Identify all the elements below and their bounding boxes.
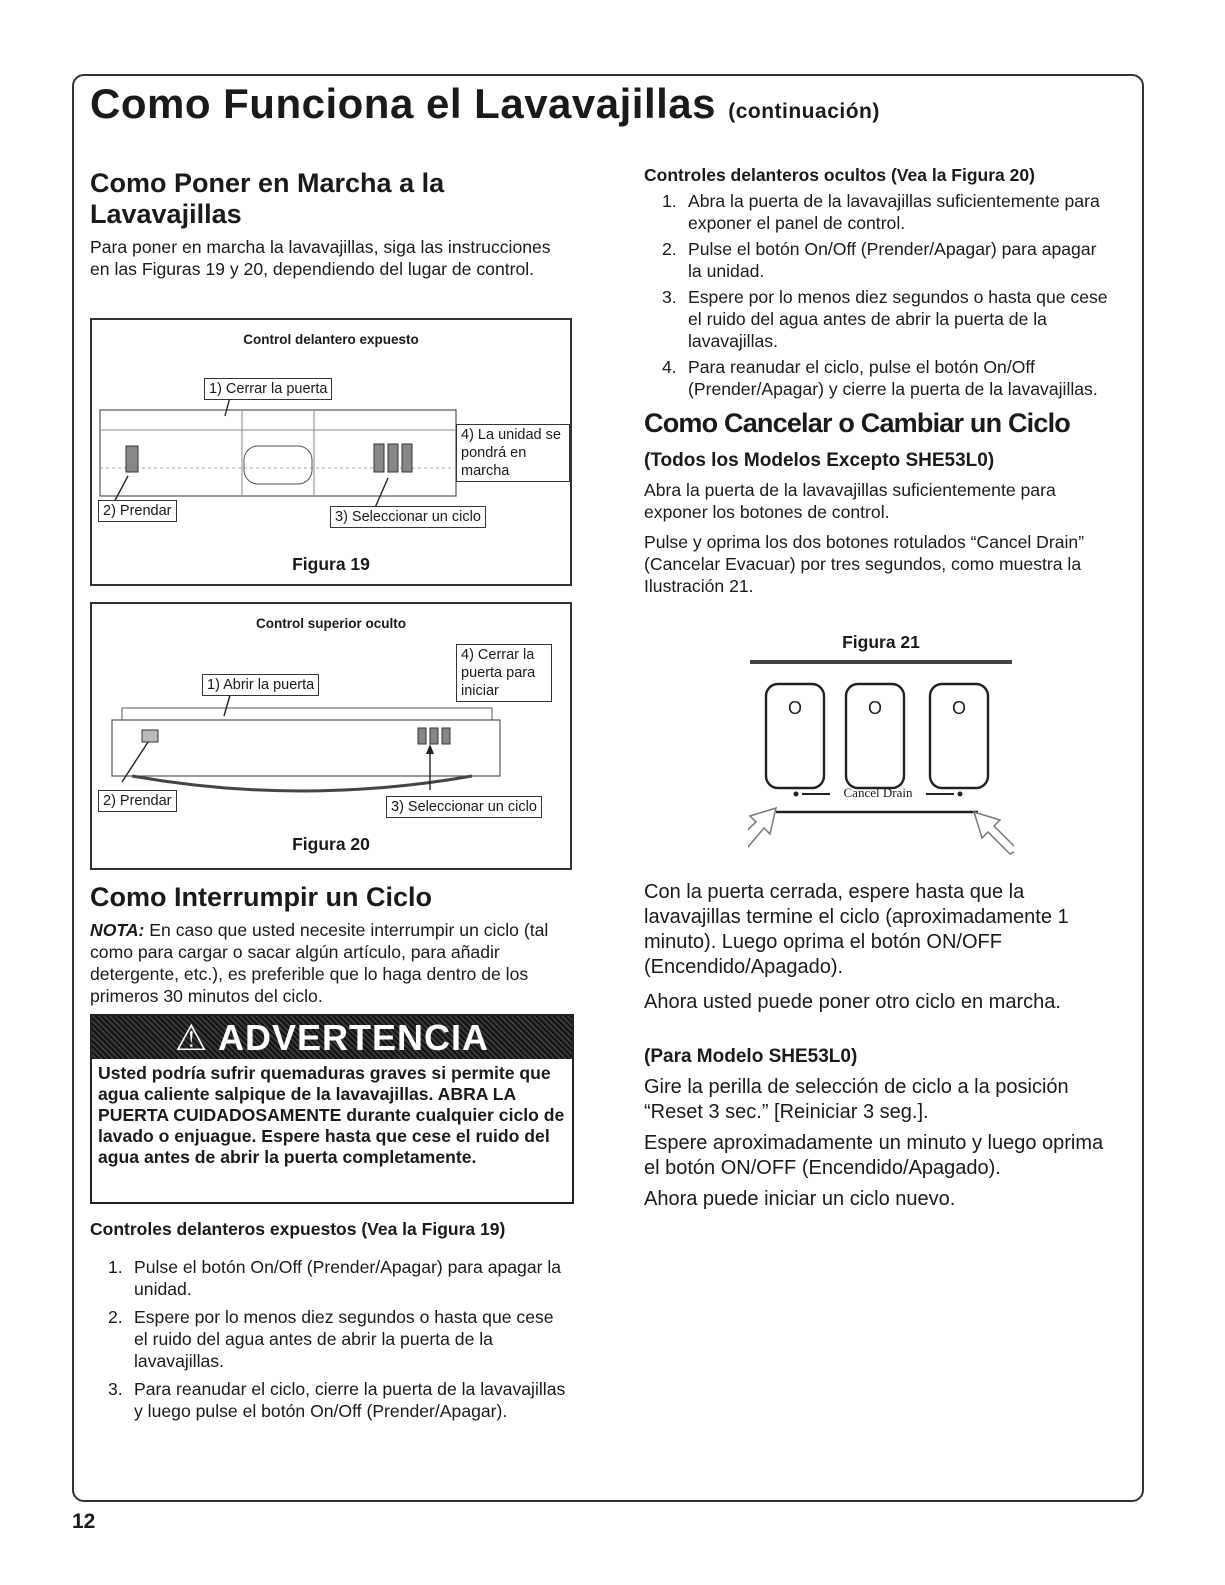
after-p2: Ahora usted puede poner otro ciclo en marcha.	[644, 991, 1061, 1013]
fig21-button-left-label: O	[787, 698, 802, 718]
after-section	[644, 880, 1120, 1212]
fig20-callout-2: 2) Prendar	[98, 790, 177, 812]
all-models-heading: (Todos los Modelos Excepto SHE53L0)	[644, 450, 995, 471]
fig19-header: Control delantero expuesto	[243, 332, 419, 347]
right-column	[644, 164, 1114, 597]
model-heading: (Para Modelo SHE53L0)	[644, 1046, 858, 1067]
page-title: Como Funciona el Lavavajillas (continuación)	[90, 80, 880, 127]
list-item: 2. Espere por lo menos diez segundos o hasta que cese el ruido del agua antes de abrir la puerta de la lavavajillas.	[108, 1307, 554, 1371]
fig20-caption: Figura 20	[292, 834, 370, 854]
hidden-steps	[644, 190, 1114, 400]
all-models-p1: Abra la puerta de la lavavajillas suficientemente para exponer los botones de control.	[644, 480, 1056, 522]
list-item: 2. Pulse el botón On/Off (Prender/Apagar) para apagar la unidad.	[662, 239, 1097, 281]
all-models-p2: Pulse y oprima los dos botones rotulados “Cancel Drain” (Cancelar Evacuar) por tres segundos, como muestra la Ilustración 21.	[644, 532, 1085, 596]
model-p3: Ahora puede iniciar un ciclo nuevo.	[644, 1188, 956, 1210]
hidden-heading: Controles delanteros ocultos (Vea la Figura 20)	[644, 165, 1035, 185]
warning-title: ADVERTENCIA	[217, 1017, 489, 1058]
warning-header	[92, 1016, 572, 1059]
after-p1: Con la puerta cerrada, espere hasta que la lavavajillas termine el ciclo (aproximadamente 1 minuto). Luego oprima el botón ON/OFF (Encendido/Apagado).	[644, 881, 1069, 978]
cancel-heading: Como Cancelar o Cambiar un Ciclo	[644, 408, 1070, 438]
page-number: 12	[72, 1510, 96, 1533]
fig19-callout-4: 4) La unidad se pondrá en marcha	[456, 424, 570, 482]
interrupt-heading: Como Interrumpir un Ciclo	[90, 882, 433, 912]
warning-text: Usted podría sufrir quemaduras graves si permite que agua caliente salpique de la lavavajillas. ABRA LA PUERTA CUIDADOSAMENTE durante cualquier ciclo de lavado o enjuague. Espere hasta que cese el ruido del agua antes de abrir la puerta completamente.	[98, 1063, 565, 1167]
title-suffix: (continuación)	[728, 100, 880, 123]
warning-icon: ⚠	[175, 1017, 209, 1058]
exposed-heading: Controles delanteros expuestos (Vea la Figura 19)	[90, 1219, 506, 1239]
warning-box	[90, 1014, 574, 1204]
fig21-button-right-label: O	[951, 698, 966, 718]
fig19-caption: Figura 19	[292, 554, 370, 574]
fig19-callout-1: 1) Cerrar la puerta	[204, 378, 332, 400]
list-item: 3. Para reanudar el ciclo, cierre la puerta de la lavavajillas y luego pulse el botón On/Off (Prender/Apagar).	[108, 1379, 566, 1421]
fig21-illustration	[748, 632, 1014, 862]
exposed-section	[90, 1218, 572, 1422]
fig20-header: Control superior oculto	[256, 616, 406, 631]
figure-19	[90, 318, 572, 586]
list-item: 1. Pulse el botón On/Off (Prender/Apagar) para apagar la unidad.	[108, 1257, 562, 1299]
start-text: Para poner en marcha la lavavajillas, siga las instrucciones en las Figuras 19 y 20, dependiendo del lugar de control.	[90, 237, 551, 279]
list-item: 1. Abra la puerta de la lavavajillas suficientemente para exponer el panel de control.	[662, 191, 1100, 233]
fig19-callout-3: 3) Seleccionar un ciclo	[330, 506, 486, 528]
model-p2: Espere aproximadamente un minuto y luego oprima el botón ON/OFF (Encendido/Apagado).	[644, 1132, 1104, 1179]
start-heading: Como Poner en Marcha a la Lavavajillas	[90, 168, 445, 229]
nota-text: En caso que usted necesite interrumpir un ciclo (tal como para cargar o sacar algún artículo, para añadir detergente, etc.), es preferible que lo haga dentro de los primeros 30 minutos del ciclo.	[90, 920, 549, 1006]
interrupt-section	[90, 882, 572, 1007]
fig20-callout-1: 1) Abrir la puerta	[202, 674, 319, 696]
fig20-callout-3: 3) Seleccionar un ciclo	[386, 796, 542, 818]
fig19-callout-2: 2) Prendar	[98, 500, 177, 522]
exposed-steps	[90, 1256, 572, 1422]
list-item: 4. Para reanudar el ciclo, pulse el botón On/Off (Prender/Apagar) y cierre la puerta de la lavavajillas.	[662, 357, 1098, 399]
nota-label: NOTA:	[90, 920, 145, 940]
list-item: 3. Espere por lo menos diez segundos o hasta que cese el ruido del agua antes de abrir la puerta de la lavavajillas.	[662, 287, 1108, 351]
figure-20	[90, 602, 572, 870]
fig20-callout-4: 4) Cerrar la puerta para iniciar	[456, 644, 552, 702]
cancel-drain-label: Cancel Drain	[843, 785, 913, 800]
figure-21	[748, 632, 1014, 862]
fig21-button-middle-label: O	[867, 698, 882, 718]
model-p1: Gire la perilla de selección de ciclo a la posición “Reset 3 sec.” [Reiniciar 3 seg.].	[644, 1076, 1069, 1123]
nota-paragraph	[90, 919, 572, 1007]
left-column	[90, 168, 572, 280]
fig21-caption: Figura 21	[842, 632, 920, 652]
